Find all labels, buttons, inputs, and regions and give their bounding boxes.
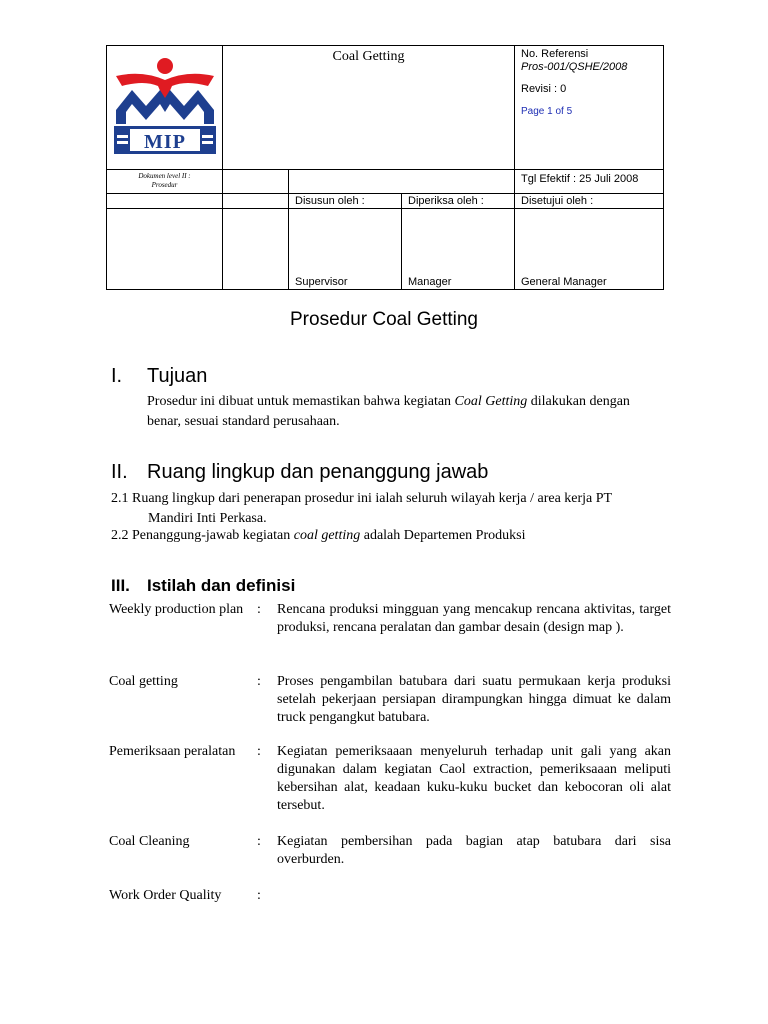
empty-cell [107,193,223,208]
term-label: Coal Cleaning [109,834,190,849]
ref-code: Pros-001/QSHE/2008 [521,61,628,73]
section-1-heading [111,365,207,388]
section-2-item-2-text: adalah Departemen Produksi [360,528,526,543]
section-2-item-2-text: 2.2 Penanggung-jawab kegiatan [111,528,294,543]
approved-label: Disetujui oleh : [515,193,664,208]
doc-level-cell [107,169,223,193]
term-colon: : [257,674,261,689]
empty-cell [289,169,515,193]
doc-level-type: Prosedur [151,180,178,189]
prepared-by: Supervisor [295,276,348,288]
section-1-title: Tujuan [147,365,208,387]
page-title: Prosedur Coal Getting [290,309,478,330]
section-2-item-1 [111,489,681,529]
section-1-paragraph [147,392,677,432]
ref-label: No. Referensi [521,48,589,60]
section-1-number: I. [111,365,123,387]
prepared-signature-cell [289,208,402,289]
term-definition: Proses pengambilan batubara dari suatu permukaan kerja produksi setelah pekerjaan persiapan dirampungkan hingga dimuat ke dalam truck pengangkut batubara. [277,674,671,725]
approved-signature-cell [515,208,664,289]
logo-text: MIP [144,131,186,153]
header-doc-title: Coal Getting [223,46,515,170]
revision-label: Revisi : 0 [521,83,567,95]
term-colon: : [257,834,261,849]
term-definition: Kegiatan pembersihan pada bagian atap batubara dari sisa overburden. [277,834,671,867]
term-label: Pemeriksaan peralatan [109,744,236,759]
prepared-label: Disusun oleh : [289,193,402,208]
page-indicator: Page 1 of 5 [521,106,573,117]
checked-label: Diperiksa oleh : [402,193,515,208]
reference-cell [515,46,664,170]
section-1-text: Prosedur ini dibuat untuk memastikan bahwa kegiatan [147,394,455,409]
empty-cell [223,193,289,208]
mip-logo [112,56,218,156]
empty-cell [107,208,223,289]
checked-by: Manager [408,276,452,288]
term-colon: : [257,888,261,903]
empty-cell [223,208,289,289]
section-1-emphasis: Coal Getting [454,394,528,409]
approved-by: General Manager [521,276,607,288]
section-2-item-2 [111,526,681,546]
term-label: Coal getting [109,674,178,689]
section-1-text-line2: benar, sesuai standard perusahaan. [147,414,340,429]
term-colon: : [257,744,261,759]
doc-level-label: Dokumen level II : [138,171,191,180]
term-label: Weekly production plan [109,602,244,617]
section-2-number: II. [111,461,128,483]
section-3-number: III. [111,576,130,595]
term-definition: Rencana produksi mingguan yang mencakup rencana aktivitas, target produksi, rencana peralatan dan gambar desain (design map ). [277,602,671,635]
section-2-item-2-emphasis: coal getting [293,528,361,543]
section-1-text: dilakukan dengan [527,394,630,409]
section-2-heading [111,461,488,484]
section-2-title: Ruang lingkup dan penanggung jawab [147,461,489,483]
term-label: Work Order Quality [109,888,222,903]
section-3-heading [111,576,295,596]
empty-cell [223,169,289,193]
effective-date: Tgl Efektif : 25 Juli 2008 [515,169,664,193]
section-2-item-1-line2: Mandiri Inti Perkasa. [148,511,267,526]
term-definition: Kegiatan pemeriksaaan menyeluruh terhadap unit gali yang akan digunakan dalam kegiatan Caol extraction, pemeriksaaan meliputi kebersihan alat, keadaan kuku-kuku bucket dan kebocoran oli alat tersebut. [277,744,671,813]
section-3-title: Istilah dan definisi [147,576,296,595]
section-2-item-1-line1: 2.1 Ruang lingkup dari penerapan prosedur ini ialah seluruh wilayah kerja / area kerja PT [111,491,613,506]
term-colon: : [257,602,261,617]
checked-signature-cell [402,208,515,289]
